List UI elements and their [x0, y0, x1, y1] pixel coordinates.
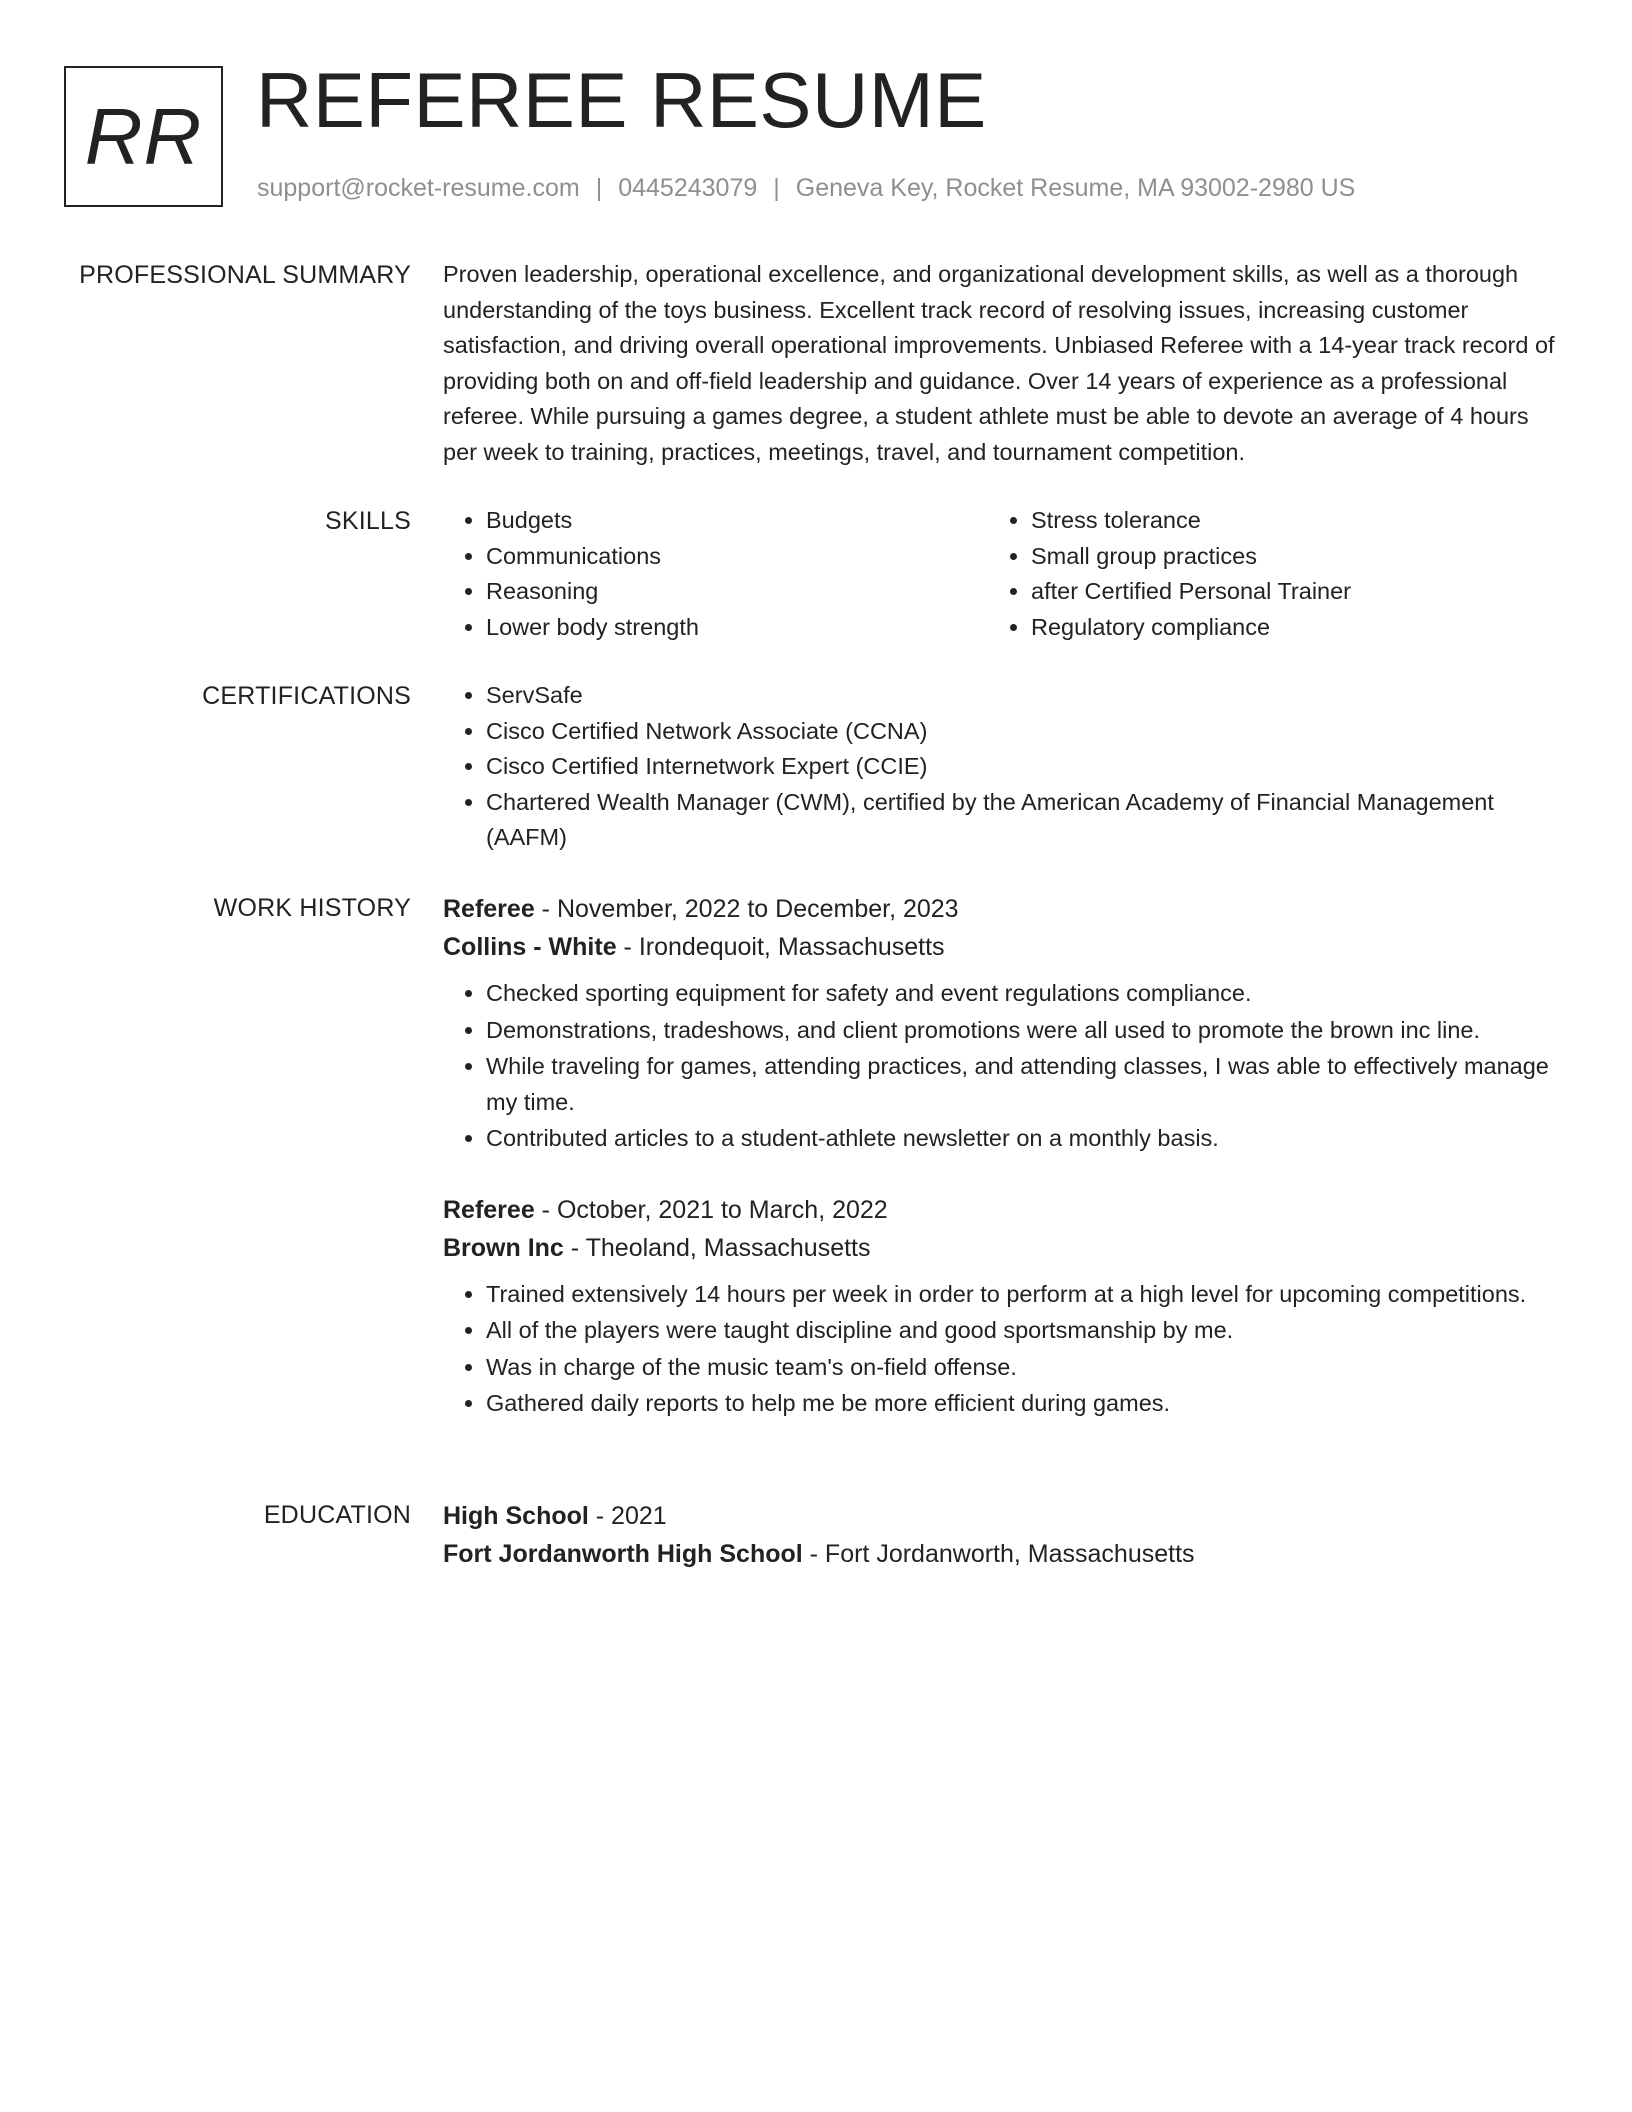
certification-item: • Chartered Wealth Manager (CWM), certified by the American Academy of Financial Management (AAFM) — [486, 785, 1558, 856]
job-location: - Irondequoit, Massachusetts — [616, 933, 945, 961]
monogram-box — [64, 66, 223, 207]
job-title-line — [443, 890, 1558, 928]
skill-item: • Lower body strength — [486, 610, 988, 646]
job-dates: - November, 2022 to December, 2023 — [534, 895, 959, 923]
education-school-line — [443, 1535, 1558, 1573]
contact-address: Geneva Key, Rocket Resume, MA 93002-2980 US — [795, 174, 1356, 202]
skill-item: • Regulatory compliance — [1031, 610, 1533, 646]
skill-item: • Small group practices — [1031, 539, 1533, 575]
work-history-body — [443, 890, 1558, 1456]
job-bullet: • While traveling for games, attending practices, and attending classes, I was able to effectively manage my time. — [486, 1049, 1558, 1120]
job-bullets — [443, 976, 1558, 1157]
job-dates: - October, 2021 to March, 2022 — [534, 1195, 888, 1224]
job-title: Referee — [443, 1195, 535, 1224]
contact-separator: | — [773, 174, 780, 202]
skill-item: • after Certified Personal Trainer — [1031, 574, 1533, 610]
education-degree-line — [443, 1497, 1558, 1535]
job-location: - Theoland, Massachusetts — [563, 1233, 871, 1262]
job-title: Referee — [443, 895, 535, 923]
job-bullet: • Was in charge of the music team's on-field offense. — [486, 1350, 1558, 1386]
skill-item: • Stress tolerance — [1031, 503, 1533, 539]
education-degree: High School — [443, 1502, 589, 1530]
job-bullet: • Checked sporting equipment for safety and event regulations compliance. — [486, 976, 1558, 1012]
work-history-label: WORK HISTORY — [213, 894, 411, 922]
certification-item: • Cisco Certified Network Associate (CCNA) — [486, 714, 1558, 750]
skill-item: • Reasoning — [486, 574, 988, 610]
certifications-label: CERTIFICATIONS — [202, 682, 411, 710]
summary-text: Proven leadership, operational excellence, and organizational development skills, as well as a thorough understanding of the toys business. Excellent track record of resolving issues, increasing customer satisfaction, and driving overall operational improvements. Unbiased Referee with a 14-year track record of providing both on and off-field leadership and guidance. Over 14 years of experience as a professional referee. While pursuing a games degree, a student athlete must be able to devote an average of 4 hours per week to training, practices, meetings, travel, and tournament competition. — [443, 261, 1555, 465]
certification-item: • ServSafe — [486, 678, 1558, 714]
job-bullet: • Contributed articles to a student-athlete newsletter on a monthly basis. — [486, 1121, 1558, 1157]
contact-phone: 0445243079 — [618, 174, 758, 202]
education-year: - 2021 — [588, 1502, 667, 1530]
skill-item: • Budgets — [486, 503, 988, 539]
education-body — [443, 1497, 1558, 1573]
job-bullet: • All of the players were taught discipline and good sportsmanship by me. — [486, 1313, 1558, 1349]
job-bullet: • Gathered daily reports to help me be more efficient during games. — [486, 1386, 1558, 1422]
resume-header — [64, 56, 1584, 214]
certification-item: • Cisco Certified Internetwork Expert (CCIE) — [486, 749, 1558, 785]
summary-label: PROFESSIONAL SUMMARY — [79, 261, 411, 289]
job-entry — [443, 890, 1558, 1157]
education-location: - Fort Jordanworth, Massachusetts — [802, 1540, 1195, 1568]
education-school: Fort Jordanworth High School — [443, 1540, 803, 1568]
monogram-initials: RR — [84, 91, 203, 181]
skill-item: • Communications — [486, 539, 988, 575]
job-company: Brown Inc — [443, 1233, 564, 1262]
job-company-line — [443, 928, 1558, 966]
job-bullet: • Demonstrations, tradeshows, and client promotions were all used to promote the brown inc line. — [486, 1013, 1558, 1049]
job-company: Collins - White — [443, 933, 617, 961]
skills-grid — [443, 503, 1558, 645]
skills-body — [443, 503, 1558, 645]
job-entry — [443, 1191, 1558, 1422]
skills-list-left — [443, 503, 988, 645]
contact-email: support@rocket-resume.com — [257, 174, 580, 202]
certifications-body — [443, 678, 1558, 856]
job-company-line — [443, 1229, 1558, 1267]
certifications-list — [443, 678, 1558, 856]
skills-label: SKILLS — [325, 507, 411, 535]
job-bullets — [443, 1277, 1558, 1422]
contact-separator: | — [595, 174, 603, 202]
job-title-line — [443, 1191, 1558, 1229]
contact-line — [257, 173, 1355, 203]
job-bullet: • Trained extensively 14 hours per week in order to perform at a high level for upcoming competitions. — [486, 1277, 1558, 1313]
education-label: EDUCATION — [263, 1501, 411, 1529]
resume-title: REFEREE RESUME — [256, 56, 987, 144]
skills-list-right — [988, 503, 1533, 645]
